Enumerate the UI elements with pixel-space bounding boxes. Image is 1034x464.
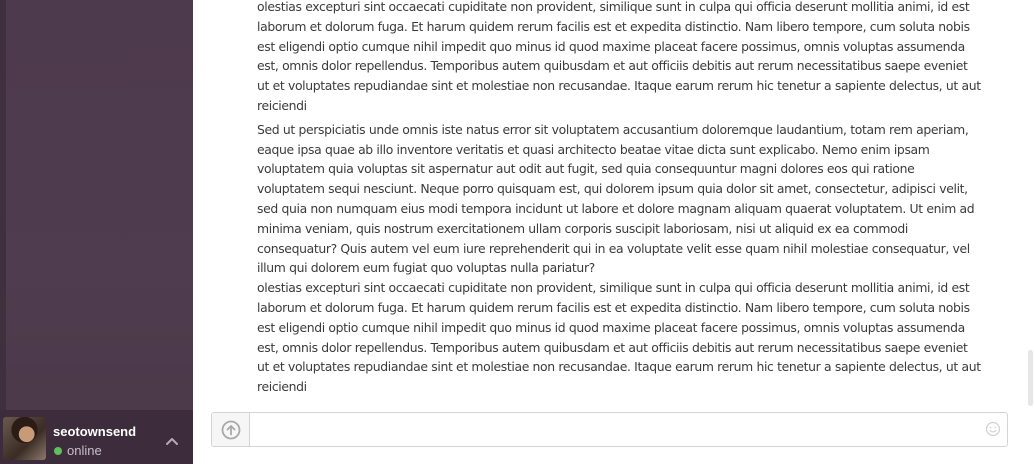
message-input[interactable] [250,413,970,446]
upload-button[interactable] [212,413,250,446]
message-text: olestias excepturi sint occaecati cupiditate non provident, similique sunt in culpa qui officia deserunt mollitia animi, id est laborum et dolorum fuga. Et harum quidem rerum facilis est et expedita distinctio. Nam libero tempore, cum soluta nobis est eligendi optio cumque nihil impedit quo minus id quod maxime placeat facere possimus, omnis voluptas assumenda est, omnis dolor repellendus. Temporibus autem quibusdam et aut officiis debitis aut rerum necessitatibus saepe eveniet ut et voluptates repudiandae sint et molestiae non recusandae. Itaque earum rerum hic tenetur a sapiente delectus, ut aut reiciendi [257,0,981,113]
sidebar-scrollbar[interactable] [0,0,6,410]
smiley-icon[interactable] [985,421,1001,437]
message-text: Sed ut perspiciatis unde omnis iste natus error sit voluptatem accusantium doloremque laudantium, totam rem aperiam, eaque ipsa quae ab illo inventore veritatis et quasi architecto beatae vitae dicta sunt explicabo. Nemo enim ipsam voluptatem quia voluptas sit aspernatur aut odit aut fugit, sed quia consequuntur magni dolores eos qui ratione voluptatem sequi nesciunt. Neque porro quisquam est, qui dolorem ipsum quia dolor sit amet, consectetur, adipisci velit, sed quia non numquam eius modi tempora incidunt ut labore et dolore magnam aliquam quaerat voluptatem. Ut enim ad minima veniam, quis nostrum exercitationem ullam corporis suscipit laboriosam, nisi ut aliquid ex ea commodi consequatur? Quis autem vel eum iure reprehenderit qui in ea voluptate velit esse quam nihil molestiae consequatur, vel illum qui dolorem eum fugiat quo voluptas nulla pariatur? [257,121,975,276]
avatar[interactable] [3,417,46,460]
message-text: olestias excepturi sint occaecati cupiditate non provident, similique sunt in culpa qui officia deserunt mollitia animi, id est laborum et dolorum fuga. Et harum quidem rerum facilis est et expedita distinctio. Nam libero tempore, cum soluta nobis est eligendi optio cumque nihil impedit quo minus id quod maxime placeat facere possimus, omnis voluptas assumenda est, omnis dolor repellendus. Temporibus autem quibusdam et aut officiis debitis aut rerum necessitatibus saepe eveniet ut et voluptates repudiandae sint et molestiae non recusandae. Itaque earum rerum hic tenetur a sapiente delectus, ut aut reiciendi [257,280,981,395]
user-status: online [67,443,102,458]
message-composer [211,412,1008,447]
message-list [257,0,981,397]
sidebar [0,0,193,464]
arrow-up-circle-icon [221,420,241,440]
online-status-icon [54,447,62,455]
scrollbar-thumb[interactable] [1028,350,1033,406]
chevron-up-icon[interactable] [165,434,179,448]
message-scrollbar[interactable] [1027,0,1034,410]
username: seotownsend [53,424,137,439]
user-footer[interactable] [0,410,193,464]
